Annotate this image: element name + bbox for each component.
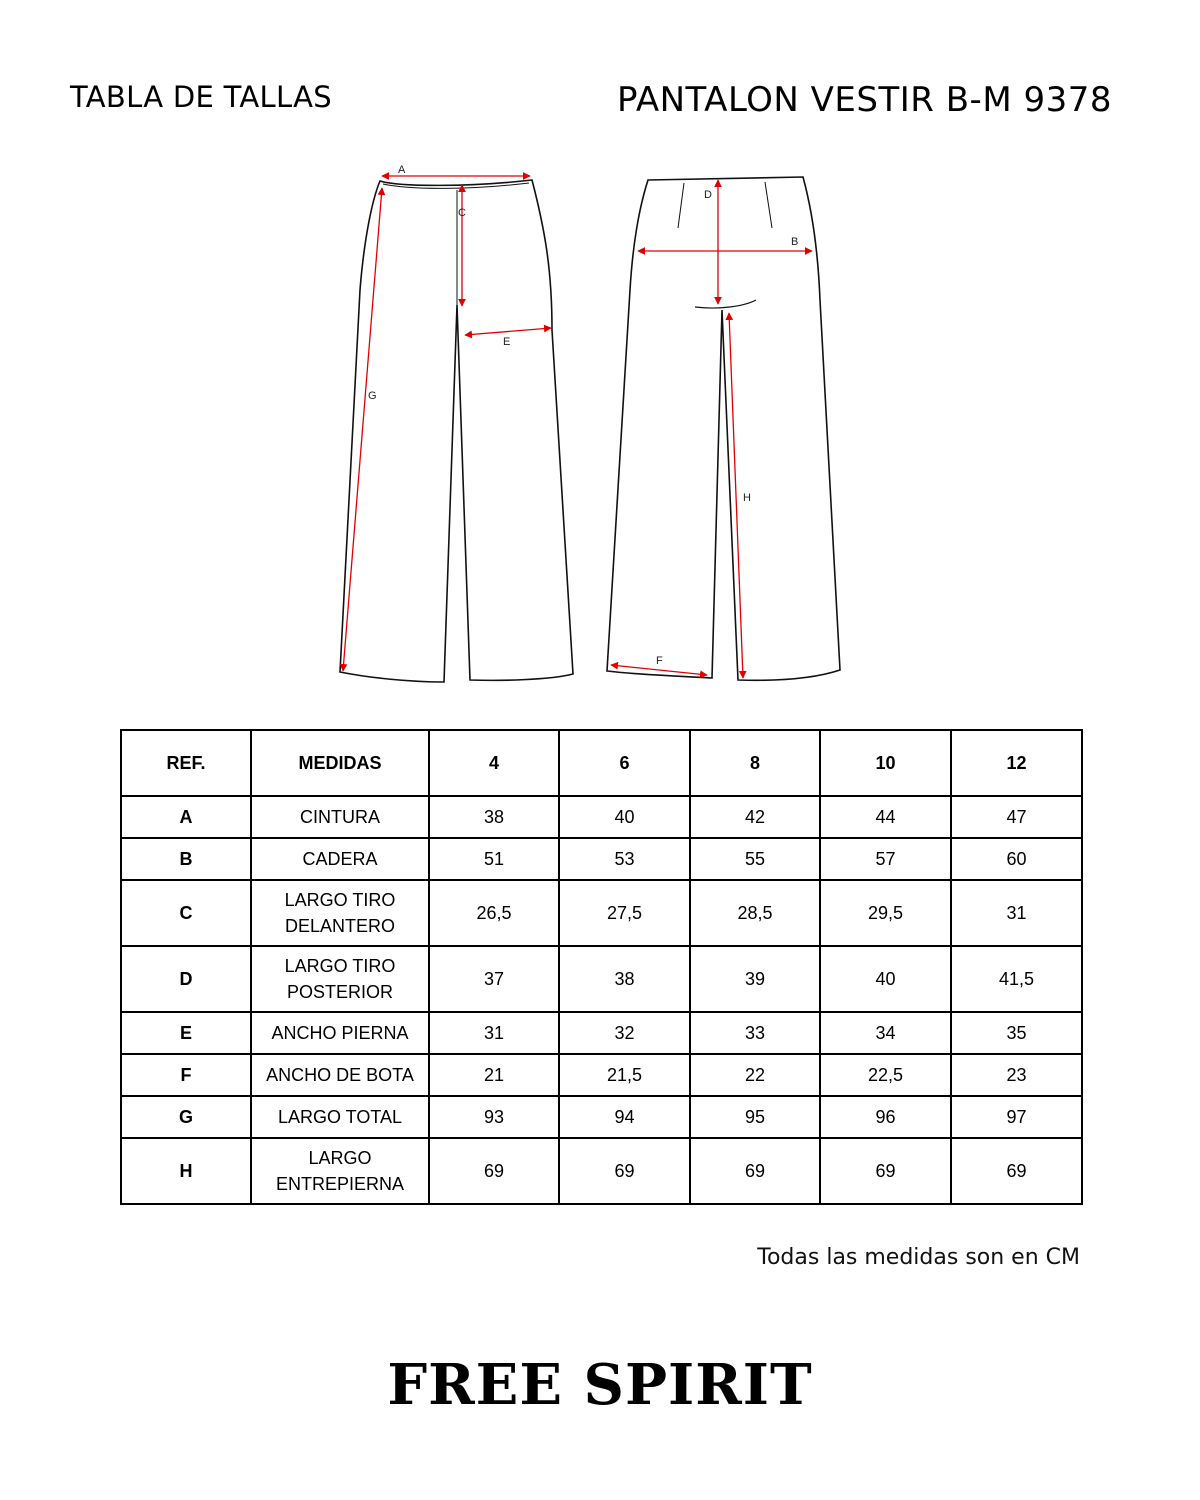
header-ref: REF.: [121, 730, 251, 796]
value-cell: 55: [690, 838, 820, 880]
value-cell: 47: [951, 796, 1082, 838]
table-row: [121, 1054, 1082, 1096]
value-cell: 69: [559, 1138, 690, 1204]
front-view: [340, 180, 573, 682]
value-cell: 97: [951, 1096, 1082, 1138]
value-cell: 95: [690, 1096, 820, 1138]
ref-cell: E: [121, 1012, 251, 1054]
value-cell: 34: [820, 1012, 951, 1054]
table-row: [121, 1012, 1082, 1054]
ref-cell: C: [121, 880, 251, 946]
value-cell: 33: [690, 1012, 820, 1054]
value-cell: 39: [690, 946, 820, 1012]
label-g: G: [368, 390, 377, 402]
header-measure: MEDIDAS: [251, 730, 429, 796]
table-header-row: [121, 730, 1082, 796]
pants-measurement-diagram: [320, 150, 880, 700]
units-note: Todas las medidas son en CM: [757, 1245, 1080, 1270]
page-title: TABLA DE TALLAS: [70, 80, 332, 114]
value-cell: 31: [429, 1012, 559, 1054]
header-size-8: 8: [690, 730, 820, 796]
ref-cell: D: [121, 946, 251, 1012]
value-cell: 42: [690, 796, 820, 838]
size-chart-table: [120, 729, 1083, 1205]
table-row: [121, 1096, 1082, 1138]
ref-cell: H: [121, 1138, 251, 1204]
value-cell: 69: [820, 1138, 951, 1204]
measure-cell: ANCHO DE BOTA: [251, 1054, 429, 1096]
ref-cell: A: [121, 796, 251, 838]
value-cell: 60: [951, 838, 1082, 880]
ref-cell: G: [121, 1096, 251, 1138]
value-cell: 69: [951, 1138, 1082, 1204]
label-a: A: [398, 164, 406, 176]
value-cell: 57: [820, 838, 951, 880]
table-row: [121, 946, 1082, 1012]
value-cell: 40: [559, 796, 690, 838]
label-e: E: [503, 336, 511, 348]
measure-cell: LARGO TIRO POSTERIOR: [251, 946, 429, 1012]
label-h: H: [743, 492, 751, 504]
value-cell: 69: [429, 1138, 559, 1204]
value-cell: 44: [820, 796, 951, 838]
value-cell: 40: [820, 946, 951, 1012]
measure-cell: ANCHO PIERNA: [251, 1012, 429, 1054]
ref-cell: F: [121, 1054, 251, 1096]
value-cell: 32: [559, 1012, 690, 1054]
value-cell: 96: [820, 1096, 951, 1138]
header-size-12: 12: [951, 730, 1082, 796]
label-c: C: [458, 207, 466, 219]
value-cell: 51: [429, 838, 559, 880]
value-cell: 53: [559, 838, 690, 880]
value-cell: 93: [429, 1096, 559, 1138]
value-cell: 28,5: [690, 880, 820, 946]
measure-cell: LARGO TOTAL: [251, 1096, 429, 1138]
table-row: [121, 1138, 1082, 1204]
value-cell: 22,5: [820, 1054, 951, 1096]
value-cell: 37: [429, 946, 559, 1012]
value-cell: 69: [690, 1138, 820, 1204]
product-title: PANTALON VESTIR B-M 9378: [617, 80, 1112, 120]
back-view: [607, 177, 840, 680]
value-cell: 27,5: [559, 880, 690, 946]
value-cell: 38: [429, 796, 559, 838]
value-cell: 23: [951, 1054, 1082, 1096]
table-row: [121, 880, 1082, 946]
value-cell: 94: [559, 1096, 690, 1138]
value-cell: 31: [951, 880, 1082, 946]
header-size-10: 10: [820, 730, 951, 796]
header-size-6: 6: [559, 730, 690, 796]
measure-cell: CINTURA: [251, 796, 429, 838]
brand-logo: FREE SPIRIT: [387, 1352, 813, 1418]
measure-cell: LARGO TIRO DELANTERO: [251, 880, 429, 946]
table-row: [121, 796, 1082, 838]
value-cell: 38: [559, 946, 690, 1012]
header-size-4: 4: [429, 730, 559, 796]
arrow-e: [465, 328, 551, 335]
value-cell: 22: [690, 1054, 820, 1096]
value-cell: 21: [429, 1054, 559, 1096]
table-row: [121, 838, 1082, 880]
value-cell: 41,5: [951, 946, 1082, 1012]
label-b: B: [791, 236, 799, 248]
value-cell: 35: [951, 1012, 1082, 1054]
measure-cell: CADERA: [251, 838, 429, 880]
ref-cell: B: [121, 838, 251, 880]
measure-cell: LARGO ENTREPIERNA: [251, 1138, 429, 1204]
value-cell: 26,5: [429, 880, 559, 946]
label-f: F: [656, 655, 663, 667]
value-cell: 21,5: [559, 1054, 690, 1096]
value-cell: 29,5: [820, 880, 951, 946]
measurement-arrows: [343, 176, 812, 678]
label-d: D: [704, 189, 712, 201]
